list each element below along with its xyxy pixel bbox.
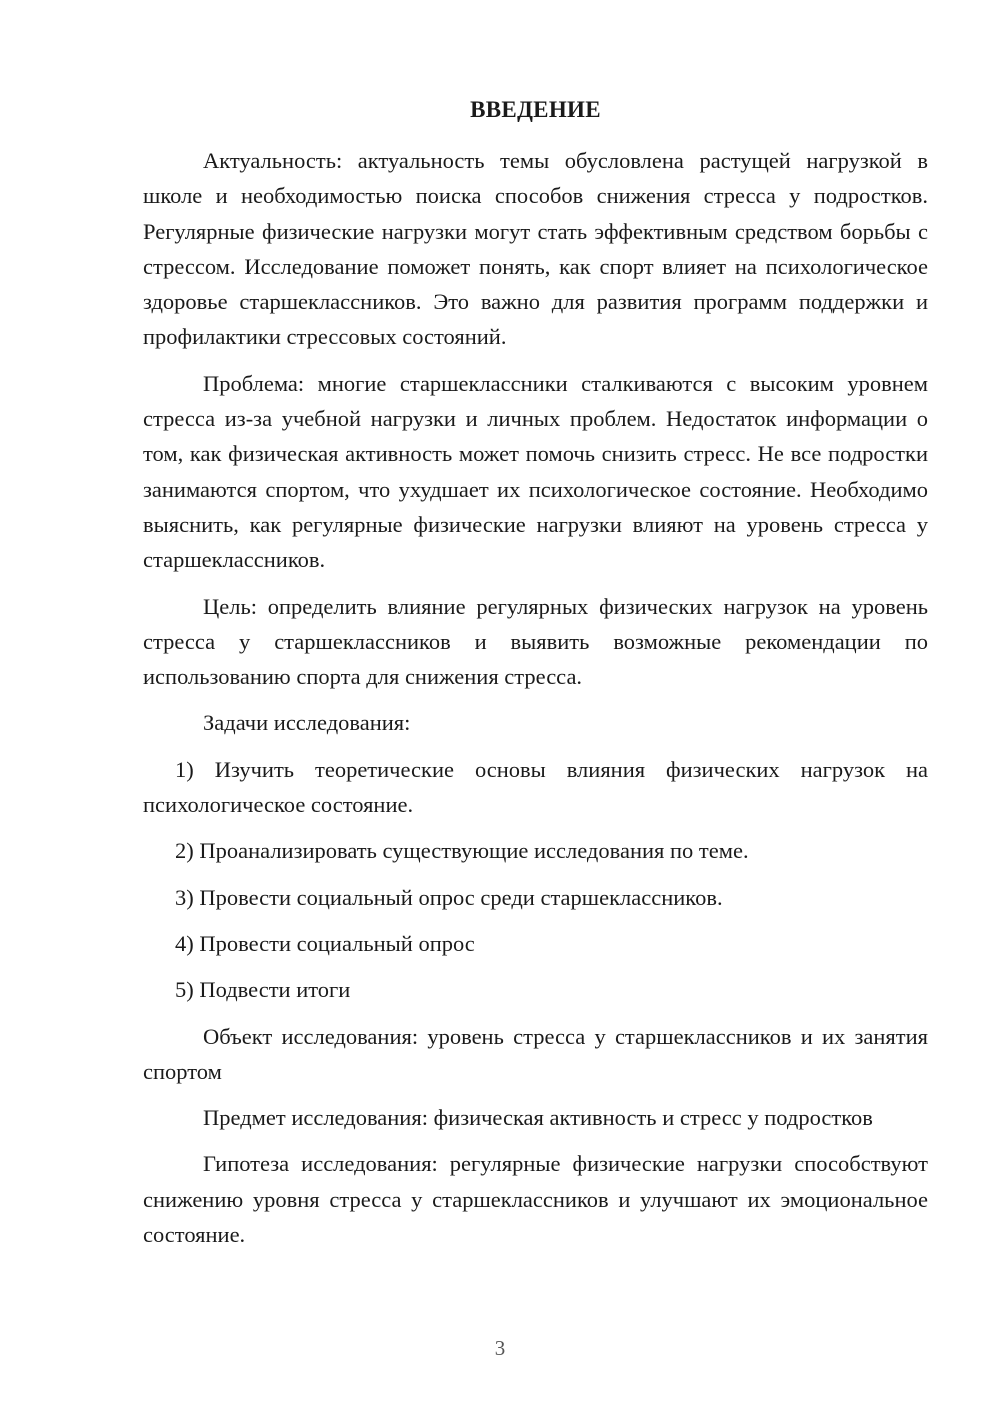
paragraph-object: Объект исследования: уровень стресса у старшеклассников и их занятия спортом <box>143 1023 928 1084</box>
page-number: 3 <box>494 1336 506 1360</box>
paragraph-problem: Проблема: многие старшеклассники сталкиваются с высоким уровнем стресса из-за учебной нагрузки и личных проблем. Недостаток информации о том, как физическая активность может помочь снизить стресс. Не все подростки занимаются спортом, что ухудшает их психологическое состояние. Необходимо выяснить, как регулярные физические нагрузки влияют на уровень стресса у старшеклассников. <box>143 370 928 573</box>
paragraph-tasks-heading: Задачи исследования: <box>203 710 411 736</box>
task-item-1: 1) Изучить теоретические основы влияния физических нагрузок на психологическое состояние. <box>143 756 928 818</box>
task-item-4: 4) Провести социальный опрос <box>175 930 475 956</box>
paragraph-subject: Предмет исследования: физическая активность и стресс у подростков <box>203 1105 873 1131</box>
task-item-3: 3) Провести социальный опрос среди старшеклассников. <box>175 884 723 910</box>
document-page <box>143 95 928 1252</box>
paragraph-goal: Цель: определить влияние регулярных физических нагрузок на уровень стресса у старшеклассников и выявить возможные рекомендации по использованию спорта для снижения стресса. <box>143 593 928 690</box>
task-item-2: 2) Проанализировать существующие исследования по теме. <box>175 838 749 864</box>
section-title: ВВЕДЕНИЕ <box>470 97 601 122</box>
paragraph-hypothesis: Гипотеза исследования: регулярные физические нагрузки способствуют снижению уровня стресса у старшеклассников и улучшают их эмоциональное состояние. <box>143 1151 928 1248</box>
paragraph-relevance: Актуальность: актуальность темы обусловлена растущей нагрузкой в школе и необходимостью поиска способов снижения стресса у подростков. Регулярные физические нагрузки могут стать эффективным средством борьбы с стрессом. Исследование поможет понять, как спорт влияет на психологическое здоровье старшеклассников. Это важно для развития программ поддержки и профилактики стрессовых состояний. <box>143 148 928 350</box>
task-item-5: 5) Подвести итоги <box>175 977 351 1003</box>
